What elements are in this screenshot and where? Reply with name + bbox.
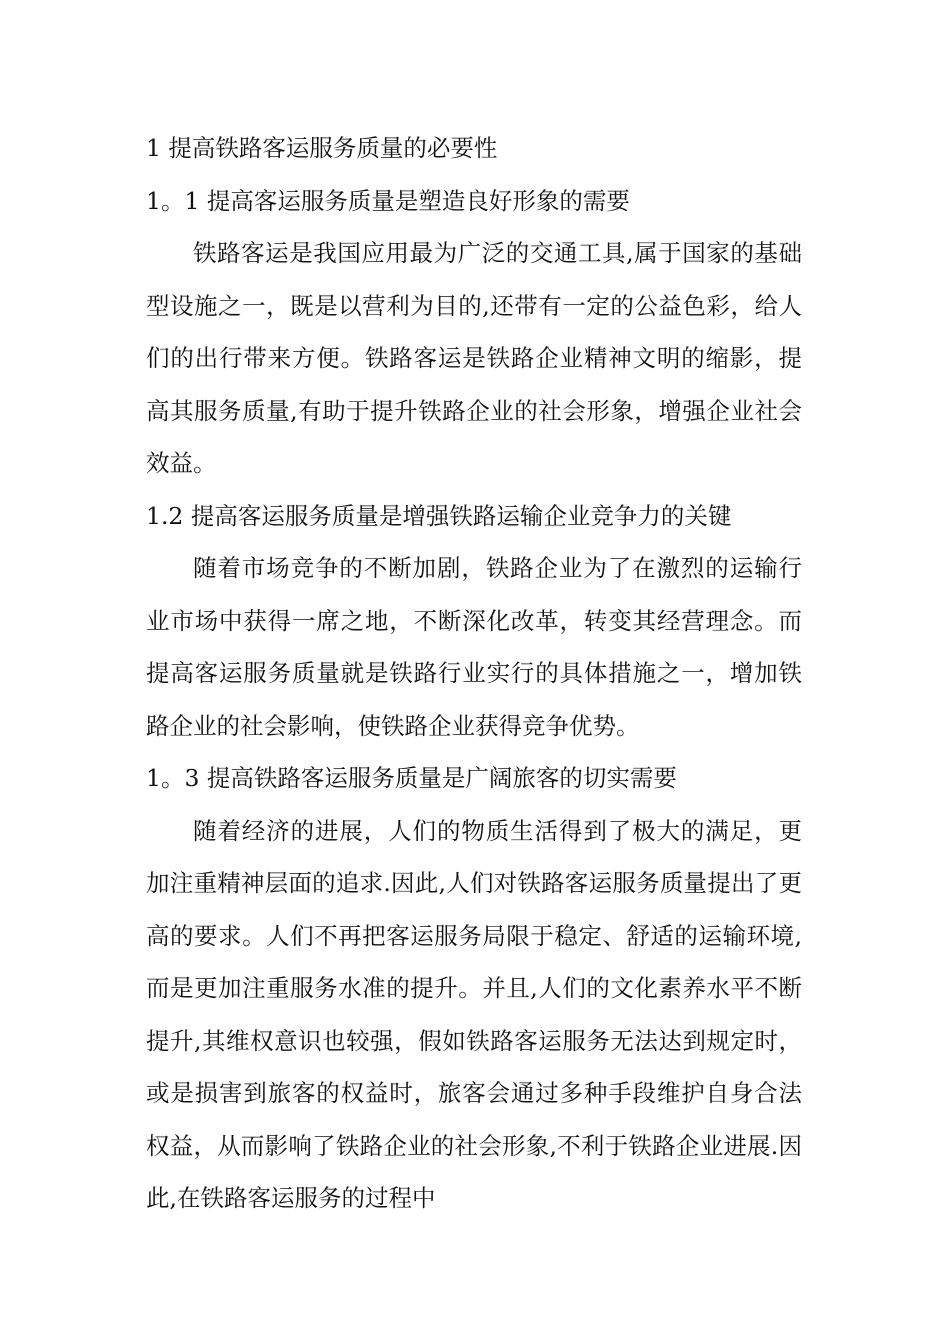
body-paragraph: 随着市场竞争的不断加剧，铁路企业为了在激烈的运输行业市场中获得一席之地，不断深化改革，转变其经营理念。而提高客运服务质量就是铁路行业实行的具体措施之一，增加铁路企业的社会影响，使铁路企业获得竞争优势。 [146, 554, 802, 740]
body-paragraph: 铁路客运是我国应用最为广泛的交通工具,属于国家的基础型设施之一，既是以营利为目的,还带有一定的公益色彩，给人们的出行带来方便。铁路客运是铁路企业精神文明的缩影，提高其服务质量,有助于提升铁路企业的社会形象，增强企业社会效益。 [146, 239, 802, 477]
document-body [146, 122, 802, 1225]
subsection-heading: 1.2 提高客运服务质量是增强铁路运输企业竞争力的关键 [146, 501, 732, 530]
body-paragraph: 随着经济的进展，人们的物质生活得到了极大的满足，更加注重精神层面的追求.因此,人们对铁路客运服务质量提出了更高的要求。人们不再把客运服务局限于稳定、舒适的运输环境,而是更加注重服务水准的提升。并且,人们的文化素养水平不断提升,其维权意识也较强，假如铁路客运服务无法达到规定时，或是损害到旅客的权益时，旅客会通过多种手段维护自身合法权益，从而影响了铁路企业的社会形象,不利于铁路企业进展.因此,在铁路客运服务的过程中 [146, 816, 802, 1212]
subsection-heading: 1。1 提高客运服务质量是塑造良好形象的需要 [146, 186, 630, 215]
subsection-heading: 1。3 提高铁路客运服务质量是广阔旅客的切实需要 [146, 764, 677, 792]
section-heading: 1 提高铁路客运服务质量的必要性 [146, 134, 498, 162]
